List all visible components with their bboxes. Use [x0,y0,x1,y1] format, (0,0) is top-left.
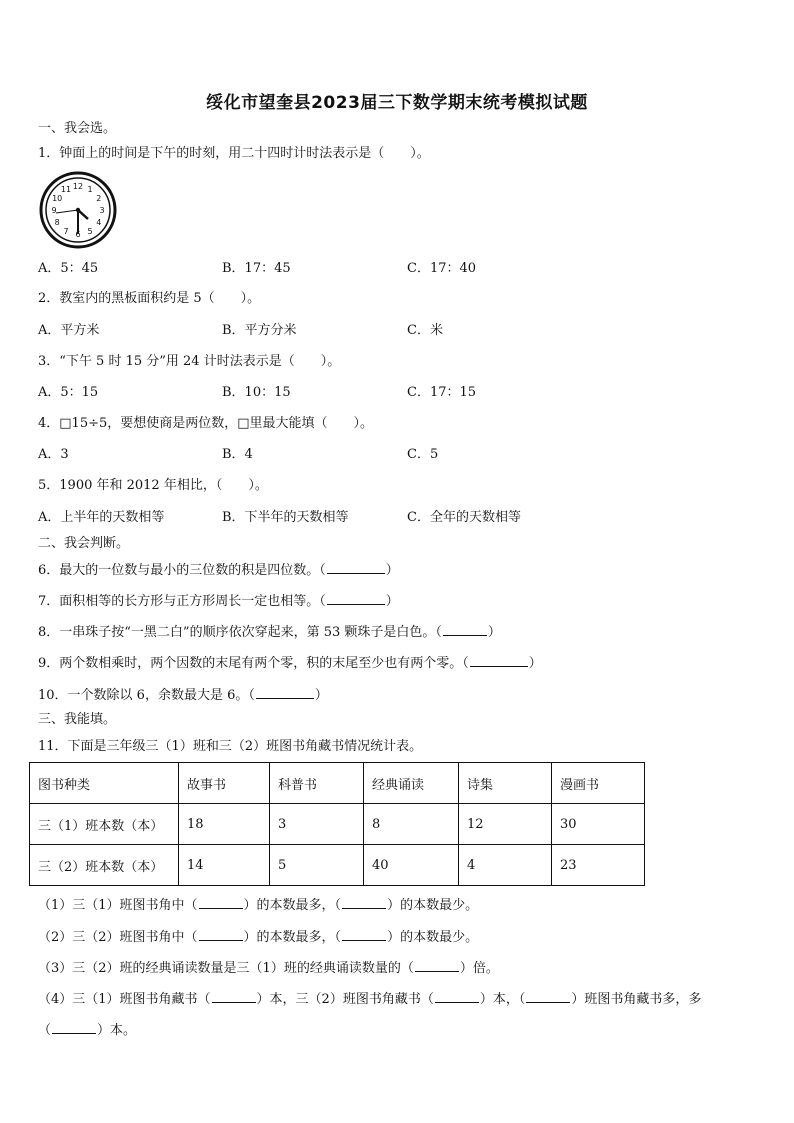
clock-numeral: 11 [60,185,72,195]
subquestion-1-text-a: （1）三（1）班图书角中（ [38,898,198,913]
table-cell: 4 [459,845,552,886]
subquestion-3-text-a: （3）三（2）班的经典诵读数量是三（1）班的经典诵读数量的（ [38,961,414,976]
question-6-text: 6．最大的一位数与最小的三位数的积是四位数。（ [38,563,326,578]
question-7 [38,592,399,611]
answer-blank[interactable] [342,896,386,909]
answer-blank[interactable] [199,896,243,909]
table-cell: 18 [179,804,270,845]
section-heading-fill: 三、我能填。 [38,712,117,727]
table-header-cell: 图书种类 [30,763,179,804]
question-10 [38,686,328,705]
subquestion-1-text-c: ）的本数最少。 [387,898,479,913]
question-11: 11．下面是三年级三（1）班和三（2）班图书角藏书情况统计表。 [38,739,423,754]
question-7-text: 7．面积相等的长方形与正方形周长一定也相等。（ [38,594,326,609]
question-6 [38,561,399,580]
table-cell: 5 [270,845,364,886]
clock-second-hand [56,210,78,213]
subquestion-4-text-b: ）本，三（2）班图书角藏书（ [256,992,434,1007]
subquestion-2-text-a: （2）三（2）班图书角中（ [38,930,198,945]
table-cell: 12 [459,804,552,845]
q5-option-a: A．上半年的天数相等 [38,510,165,525]
clock-image [38,170,118,250]
subquestion-4-text-d: ）班图书角藏书多，多 [571,992,702,1007]
subquestion-4 [38,990,701,1009]
section-heading-choice: 一、我会选。 [38,121,117,136]
answer-blank[interactable] [342,928,386,941]
table-cell: 8 [364,804,459,845]
q4-option-b: B．4 [222,447,253,462]
subquestion-3 [38,959,499,978]
question-4: 4．□15÷5，要想使商是两位数，□里最大能填（ ）。 [38,416,374,431]
subquestion-2-text-c: ）的本数最少。 [387,930,479,945]
question-6-close: ） [385,563,399,578]
question-10-text: 10．一个数除以 6，余数最大是 6。（ [38,688,255,703]
subquestion-2 [38,928,478,947]
answer-blank[interactable] [256,686,314,699]
table-header-cell: 科普书 [270,763,364,804]
question-9-text: 9．两个数相乘时，两个因数的末尾有两个零，积的末尾至少也有两个零。（ [38,656,469,671]
answer-blank[interactable] [435,990,479,1003]
clock-numeral: 9 [51,206,57,215]
q3-option-a: A．5：15 [38,385,99,400]
subquestion-3-text-b: ）倍。 [459,961,499,976]
subquestion-4-text-a: （4）三（1）班图书角藏书（ [38,992,211,1007]
book-statistics-table [29,762,645,886]
answer-blank[interactable] [443,623,487,636]
q5-option-c: C．全年的天数相等 [407,510,521,525]
question-7-close: ） [385,594,399,609]
table-header-cell: 诗集 [459,763,552,804]
q4-option-a: A．3 [38,447,69,462]
section-heading-judge: 二、我会判断。 [38,536,130,551]
table-header-row [30,763,645,804]
clock-numeral: 2 [96,194,102,203]
answer-blank[interactable] [415,959,459,972]
clock-numeral: 4 [96,218,102,227]
table-cell: 3 [270,804,364,845]
question-8-text: 8．一串珠子按“一黑二白”的顺序依次穿起来，第 53 颗珠子是白色。（ [38,625,442,640]
question-9-close: ） [528,656,542,671]
clock-center [76,208,80,212]
clock-numeral: 7 [63,226,69,236]
q2-option-a: A．平方米 [38,323,100,338]
question-3: 3．“下午 5 时 15 分”用 24 计时法表示是（ ）。 [38,354,341,369]
clock-numeral: 6 [75,230,81,239]
q3-option-b: B．10：15 [222,385,291,400]
table-header-cell: 故事书 [179,763,270,804]
subquestion-4-text-c: ）本，（ [479,992,526,1007]
table-header-cell: 经典诵读 [364,763,459,804]
table-cell: 40 [364,845,459,886]
q1-option-c: C．17：40 [407,261,477,276]
table-row [30,845,645,886]
q2-option-b: B．平方分米 [222,323,297,338]
answer-blank[interactable] [52,1021,96,1034]
q3-option-c: C．17：15 [407,385,477,400]
answer-blank[interactable] [470,654,528,667]
subquestion-4-continued [38,1021,136,1040]
clock-numeral: 8 [54,218,60,227]
table-cell: 三（2）班本数（本） [30,845,179,886]
q1-option-a: A．5：45 [38,261,99,276]
answer-blank[interactable] [199,928,243,941]
subquestion-4b-text-a: （ [38,1023,52,1038]
q4-option-c: C．5 [407,447,439,462]
table-row [30,804,645,845]
subquestion-1 [38,896,478,915]
answer-blank[interactable] [327,592,385,605]
answer-blank[interactable] [212,990,256,1003]
clock-numeral: 3 [99,206,105,215]
clock-numeral: 10 [52,194,63,203]
question-9 [38,654,542,673]
q1-option-b: B．17：45 [222,261,291,276]
question-8 [38,623,501,642]
clock-numeral: 12 [72,182,84,191]
subquestion-2-text-b: ）的本数最多，（ [243,930,342,945]
question-5: 5．1900 年和 2012 年相比，（ ）。 [38,478,268,493]
question-10-close: ） [314,688,328,703]
clock-numeral: 5 [87,226,93,236]
clock-numeral: 1 [87,185,93,195]
subquestion-4b-text-b: ）本。 [97,1023,137,1038]
answer-blank[interactable] [327,561,385,574]
table-cell: 三（1）班本数（本） [30,804,179,845]
q5-option-b: B．下半年的天数相等 [222,510,349,525]
question-1: 1．钟面上的时间是下午的时刻，用二十四时计时法表示是（ ）。 [38,146,430,161]
question-2: 2．教室内的黑板面积约是 5（ ）。 [38,291,261,306]
table-cell: 14 [179,845,270,886]
table-cell: 30 [552,804,645,845]
subquestion-1-text-b: ）的本数最多，（ [243,898,342,913]
table-header-cell: 漫画书 [552,763,645,804]
answer-blank[interactable] [526,990,570,1003]
question-8-close: ） [487,625,501,640]
table-cell: 23 [552,845,645,886]
page-title: 绥化市望奎县2023届三下数学期末统考模拟试题 [206,93,588,113]
q2-option-c: C．米 [407,323,443,338]
